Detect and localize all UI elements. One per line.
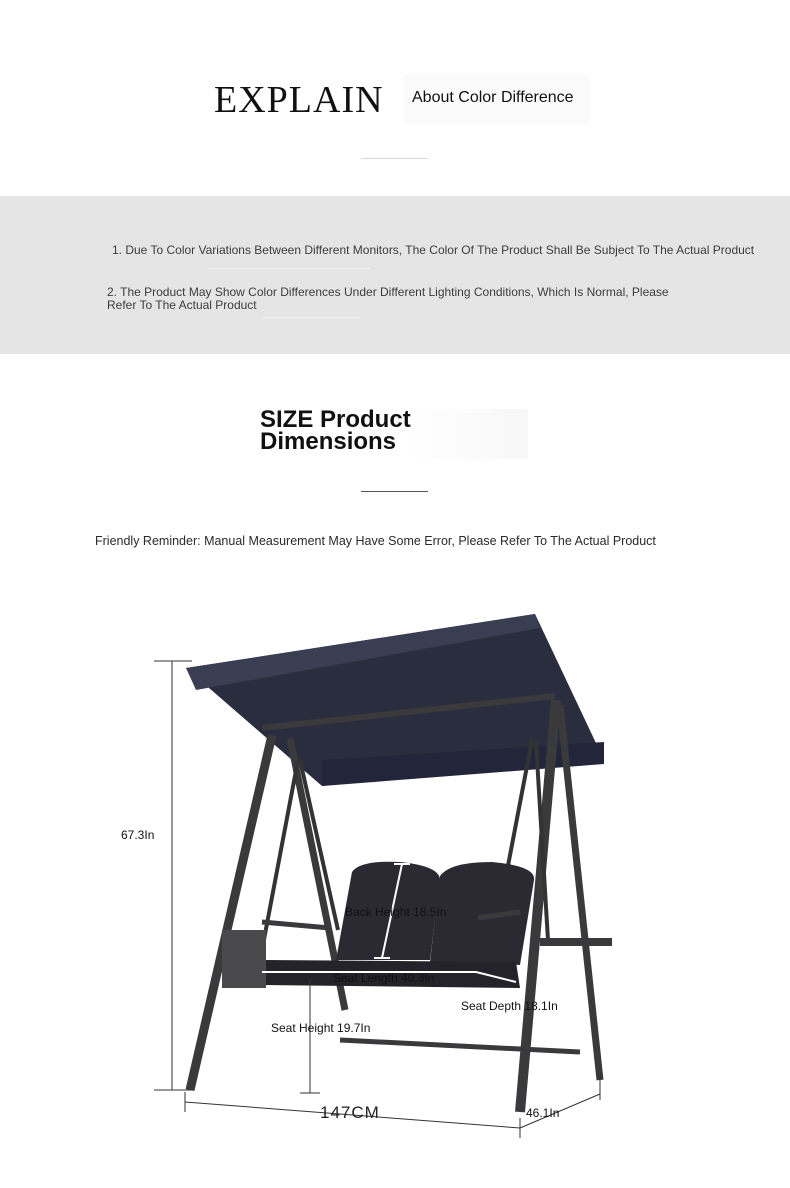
left-leg-front: [190, 735, 272, 1090]
seat-length-label: Seat Length 40.3In: [333, 971, 435, 985]
notes-band: [0, 196, 790, 354]
swing-illustration: [0, 560, 790, 1180]
explain-title: EXPLAIN: [214, 79, 384, 121]
note-underline: [208, 268, 370, 269]
measurement-reminder: Friendly Reminder: Manual Measurement May Have Some Error, Please Refer To The Actual Product: [95, 534, 656, 548]
seat-height-label: Seat Height 19.7In: [271, 1021, 371, 1035]
height-label: 67.3In: [121, 828, 155, 842]
width-label: 147CM: [320, 1103, 380, 1122]
base-bar: [340, 1040, 580, 1052]
chain: [300, 760, 338, 930]
side-tray: [222, 930, 266, 988]
depth-label: 46.1In: [526, 1106, 560, 1120]
divider: [361, 158, 428, 159]
size-title: SIZE Product Dimensions: [260, 409, 528, 459]
note-2: 2. The Product May Show Color Differences Under Different Lighting Conditions, Which Is Normal, Please Refer To The Actual Product: [107, 285, 669, 312]
note-1: 1. Due To Color Variations Between Different Monitors, The Color Of The Product Shall Be Subject To The Actual Product: [112, 243, 755, 257]
side-tray: [540, 938, 612, 946]
armrest: [262, 922, 330, 928]
seat-depth-label: Seat Depth 18.1In: [461, 999, 558, 1013]
back-height-label: Back Height 18.5In: [345, 905, 447, 919]
note-underline: [262, 317, 360, 318]
explain-subtitle: About Color Difference: [404, 74, 590, 124]
divider: [361, 491, 428, 492]
